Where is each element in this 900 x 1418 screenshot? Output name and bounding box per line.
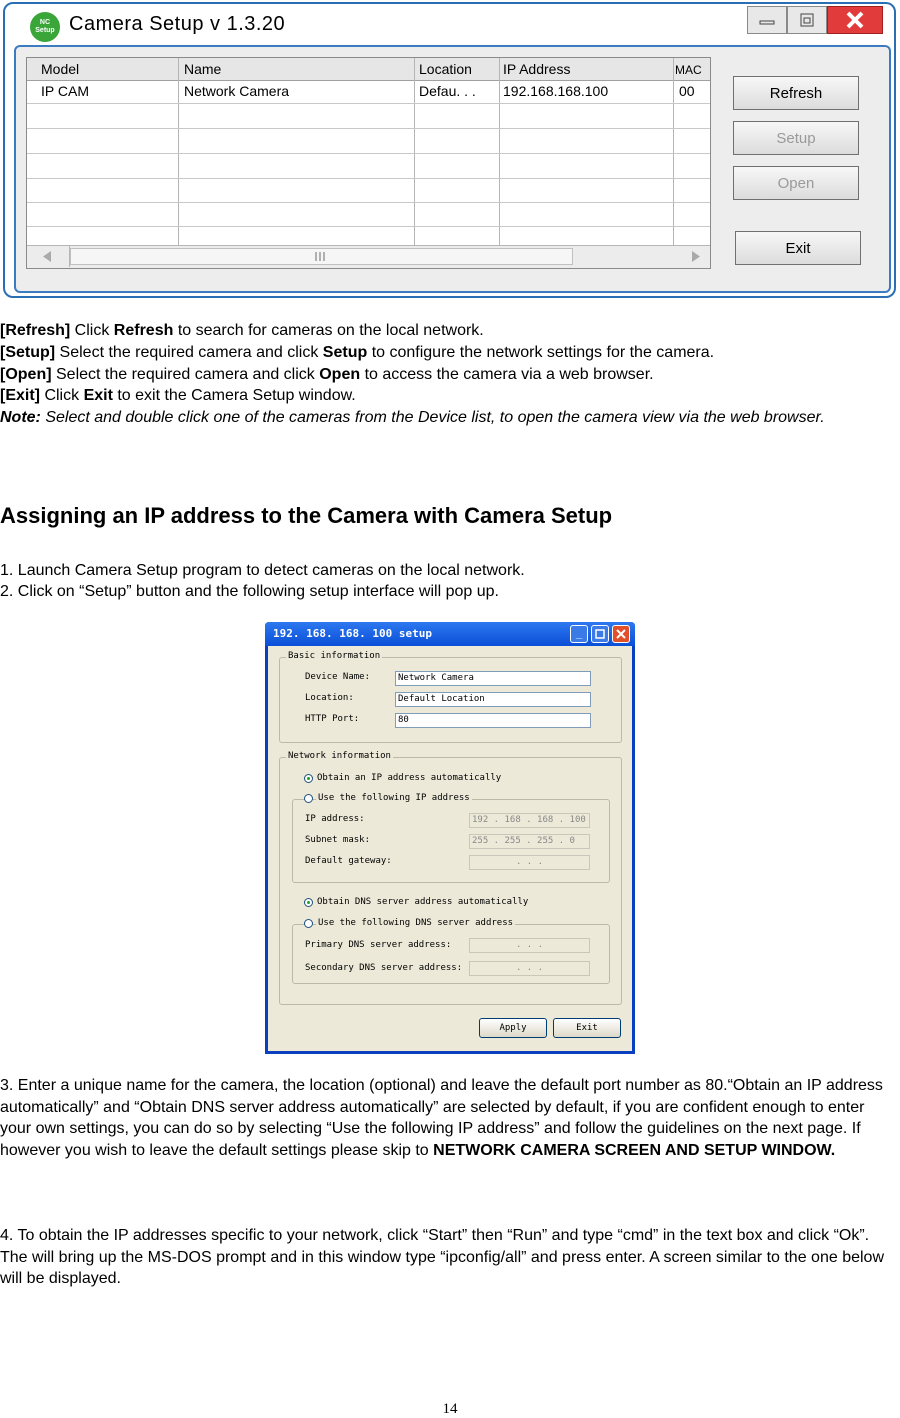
grip-icon bbox=[71, 249, 574, 264]
arrow-right-icon bbox=[682, 246, 710, 267]
column-header-model[interactable]: Model bbox=[41, 61, 80, 77]
use-following-ip-label[interactable]: Use the following IP address bbox=[318, 793, 470, 803]
use-following-dns-label[interactable]: Use the following DNS server address bbox=[318, 918, 514, 928]
setup-button[interactable]: Setup bbox=[733, 121, 859, 155]
instruction-setup: [Setup] Select the required camera and click Setup to configure the network settings for the camera. bbox=[0, 344, 715, 361]
page-number: 14 bbox=[442, 1401, 458, 1417]
location-input[interactable]: Default Location bbox=[395, 692, 591, 707]
default-gateway-input[interactable]: . . . bbox=[469, 855, 590, 870]
open-button[interactable]: Open bbox=[733, 166, 859, 200]
dialog-body bbox=[268, 646, 632, 1051]
scroll-thumb[interactable] bbox=[70, 248, 573, 265]
dialog-title: 192. 168. 168. 100 setup bbox=[273, 627, 432, 640]
cell-mac: 00 bbox=[679, 83, 695, 99]
refresh-button[interactable]: Refresh bbox=[733, 76, 859, 110]
cell-model: IP CAM bbox=[41, 83, 89, 99]
device-list-table[interactable] bbox=[26, 57, 711, 269]
close-icon bbox=[845, 10, 865, 30]
obtain-ip-auto-radio[interactable] bbox=[304, 774, 313, 783]
instruction-refresh: [Refresh] Click Refresh to search for cameras on the local network. bbox=[0, 322, 484, 339]
step-2: 2. Click on “Setup” button and the following setup interface will pop up. bbox=[0, 583, 499, 600]
ip-address-input[interactable]: 192 . 168 . 168 . 100 bbox=[469, 813, 590, 828]
setup-dialog bbox=[265, 622, 635, 1054]
column-header-ip-address[interactable]: IP Address bbox=[503, 61, 571, 77]
device-name-input[interactable]: Network Camera bbox=[395, 671, 591, 686]
scroll-right-button[interactable] bbox=[682, 246, 710, 267]
instruction-exit: [Exit] Click Exit to exit the Camera Setup window. bbox=[0, 387, 356, 404]
dialog-titlebar bbox=[265, 622, 635, 646]
subnet-mask-input[interactable]: 255 . 255 . 255 . 0 bbox=[469, 834, 590, 849]
group-label: Network information bbox=[288, 751, 391, 761]
column-header-name[interactable]: Name bbox=[184, 61, 222, 77]
use-following-dns-radio[interactable] bbox=[304, 919, 313, 928]
primary-dns-input[interactable]: . . . bbox=[469, 938, 590, 953]
cell-ip-address: 192.168.168.100 bbox=[503, 83, 609, 99]
secondary-dns-label: Secondary DNS server address: bbox=[305, 963, 463, 973]
use-following-ip-radio[interactable] bbox=[304, 794, 313, 803]
obtain-ip-auto-label[interactable]: Obtain an IP address automatically bbox=[317, 773, 502, 783]
close-icon bbox=[616, 629, 626, 639]
exit-button[interactable]: Exit bbox=[735, 231, 861, 265]
apply-button[interactable]: Apply bbox=[479, 1018, 547, 1038]
cell-name: Network Camera bbox=[184, 83, 290, 99]
instruction-open: [Open] Select the required camera and click Open to access the camera via a web browser. bbox=[0, 366, 654, 383]
device-name-label: Device Name: bbox=[305, 672, 371, 682]
location-label: Location: bbox=[305, 693, 354, 703]
minimize-icon: _ bbox=[575, 628, 583, 640]
step-1: 1. Launch Camera Setup program to detect cameras on the local network. bbox=[0, 562, 525, 579]
column-header-mac[interactable]: MAC bbox=[675, 63, 702, 77]
dialog-maximize-button[interactable] bbox=[591, 625, 609, 643]
maximize-icon bbox=[595, 629, 605, 639]
column-header-location[interactable]: Location bbox=[419, 61, 472, 77]
dialog-minimize-button[interactable] bbox=[570, 625, 588, 643]
minimize-icon bbox=[759, 15, 775, 25]
secondary-dns-input[interactable]: . . . bbox=[469, 961, 590, 976]
nc-setup-logo-icon: NC Setup bbox=[30, 12, 60, 42]
dialog-exit-button[interactable]: Exit bbox=[553, 1018, 621, 1038]
subnet-mask-label: Subnet mask: bbox=[305, 835, 371, 845]
primary-dns-label: Primary DNS server address: bbox=[305, 940, 452, 950]
window-title: Camera Setup v 1.3.20 bbox=[69, 13, 286, 35]
minimize-button[interactable] bbox=[747, 6, 787, 34]
section-heading: Assigning an IP address to the Camera with Camera Setup bbox=[0, 503, 613, 528]
group-label: Basic information bbox=[288, 651, 381, 661]
http-port-input[interactable]: 80 bbox=[395, 713, 591, 728]
maximize-icon bbox=[799, 13, 815, 27]
step-3: 3. Enter a unique name for the camera, the location (optional) and leave the default port number as 80.“Obtain an IP address automatically” and “Obtain DNS server address automatically” are selected by default, if you are confident enough to enter your own settings, you can do so by selecting “Use the following IP address” and follow the guidelines on the next page. If however you wish to leave the default settings please skip to NETWORK CAMERA SCREEN AND SETUP WINDOW. bbox=[0, 1077, 883, 1159]
instruction-note: Note: Select and double click one of the cameras from the Device list, to open the camera view via the web browser. bbox=[0, 409, 825, 426]
table-header bbox=[27, 58, 710, 81]
step-4: 4. To obtain the IP addresses specific to your network, click “Start” then “Run” and type “cmd” in the text box and click “Ok”. The will bring up the MS-DOS prompt and in this window type “ipconfig/all” and press enter. A screen similar to the one below will be displayed. bbox=[0, 1227, 884, 1287]
arrow-left-icon bbox=[27, 246, 69, 267]
dialog-close-button[interactable] bbox=[612, 625, 630, 643]
ip-address-label: IP address: bbox=[305, 814, 365, 824]
default-gateway-label: Default gateway: bbox=[305, 856, 392, 866]
close-button[interactable] bbox=[827, 6, 883, 34]
obtain-dns-auto-label[interactable]: Obtain DNS server address automatically bbox=[317, 897, 529, 907]
obtain-dns-auto-radio[interactable] bbox=[304, 898, 313, 907]
horizontal-scrollbar[interactable] bbox=[27, 245, 710, 268]
cell-location: Defau. . . bbox=[419, 83, 476, 99]
http-port-label: HTTP Port: bbox=[305, 714, 360, 724]
maximize-button[interactable] bbox=[787, 6, 827, 34]
scroll-left-button[interactable] bbox=[27, 246, 70, 267]
